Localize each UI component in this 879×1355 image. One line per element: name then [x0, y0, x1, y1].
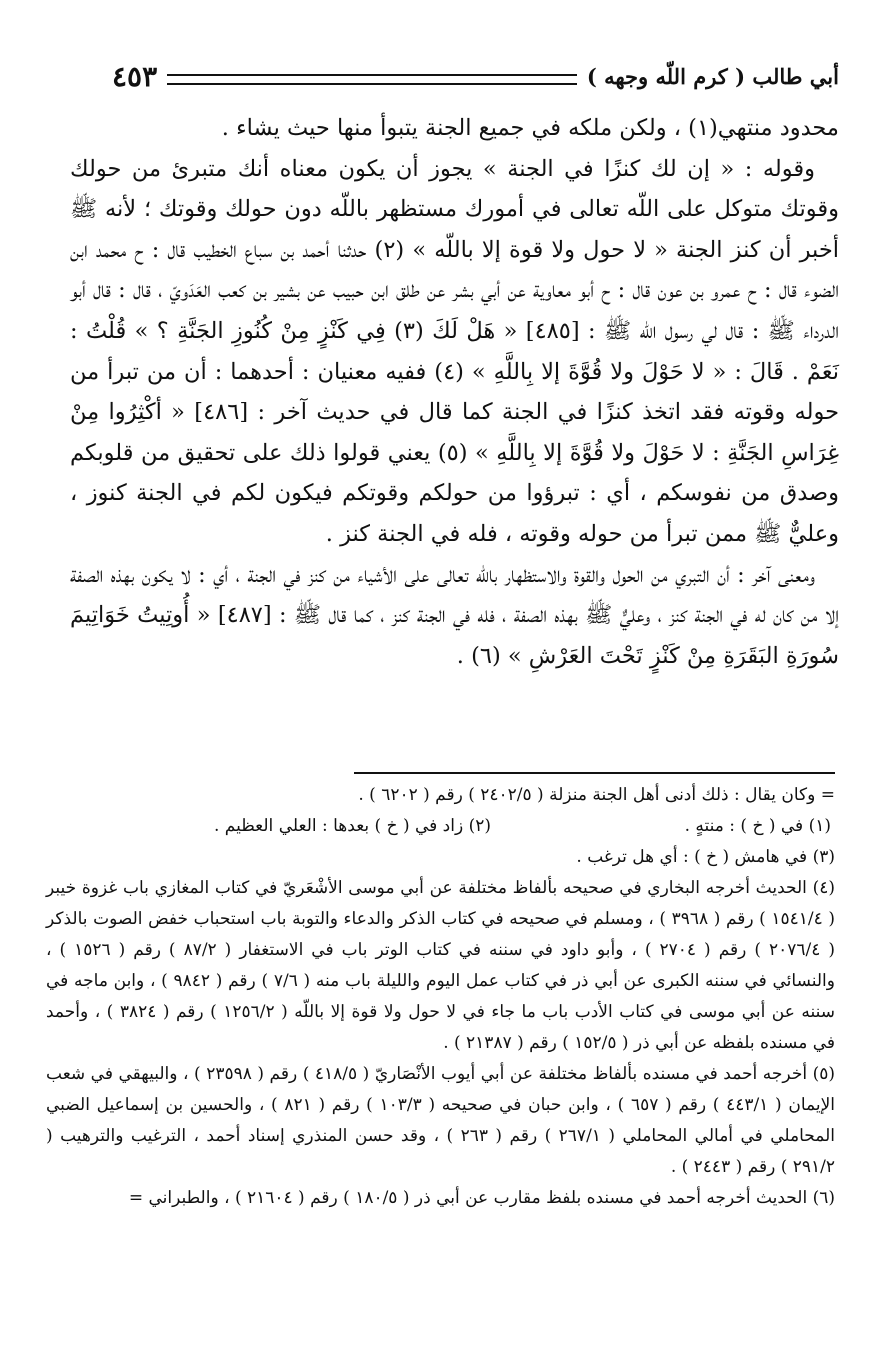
paragraph-1: محدود منتهي(١) ، ولكن ملكه في جميع الجنة يتبوأ منها حيث يشاء . — [221, 115, 839, 141]
footnote-2: (٢) زاد في ( خ ) بعدها : العلي العظيم . — [213, 816, 491, 836]
page-number: ٤٥٣ — [112, 59, 158, 93]
footnote-1: (١) في ( خ ) : منتهٍ . — [684, 816, 831, 836]
footnote-6: (٦) الحديث أخرجه أحمد في مسنده بلفظ مقارب عن أبي ذر ( ١٨٠/٥ ) رقم ( ٢١٦٠٤ ) ، والطبراني = — [128, 1188, 835, 1208]
footnote-continuation: = وكان يقال : ذلك أدنى أهل الجنة منزلة ( ٢٤٠٢/٥ ) رقم ( ٦٢٠٢ ) . — [358, 785, 835, 805]
footnote-5: (٥) أخرجه أحمد في مسنده بألفاظ مختلفة عن أبي أيوب الأنْصَاريّ ( ٤١٨/٥ ) رقم ( ٢٣٥٩٨ ) ، والبيهقي في شعب الإيمان ( ٤٤٣/١ ) رقم ( ٦٥٧ ) ، وابن حبان في صحيحه ( ١٠٣/٣ ) رقم ( ٨٢١ ) ، والحسين بن إسماعيل الضبي المحاملي في أمالي المحاملي ( ٢٦٧/١ ) رقم ( ٢٦٣ ) ، وقد حسن المنذري إسناد أحمد ، الترغيب والترهيب ( ٢٩١/٢ ) رقم ( ٢٤٤٣ ) . — [46, 1064, 835, 1177]
footnote-4: (٤) الحديث أخرجه البخاري في صحيحه بألفاظ مختلفة عن أبي موسى الأشْعَريّ في كتاب المغازي باب غزوة خيبر ( ١٥٤١/٤ ) رقم ( ٣٩٦٨ ) ، ومسلم في صحيحه في كتاب الذكر والدعاء والتوبة باب استحباب خفض الصوت بالذكر ( ٢٠٧٦/٤ ) رقم ( ٢٧٠٤ ) ، وأبو داود في سننه في كتاب الوتر باب في الاستغفار ( ٨٧/٢ ) رقم ( ١٥٢٦ ) ، والنسائي في سننه الكبرى عن أبي ذر في كتاب عمل اليوم والليلة باب منه ( ٧/٦ ) رقم ( ٩٨٤٢ ) ، وابن ماجه في سننه عن أبي موسى في كتاب الأدب باب ما جاء في لا حول ولا قوة إلا باللّه ( ١٢٥٦/٢ ) رقم ( ٣٨٢٤ ) ، وأحمد في مسنده بلفظه عن أبي ذر ( ١٥٢/٥ ) رقم ( ٢١٣٨٧ ) . — [46, 878, 836, 1053]
running-title: أبي طالب ( كرم اللّه وجهه ) — [586, 63, 839, 89]
paragraph-3: ومعنى آخر : أن التبري من الحول والقوة والاستظهار باللّه تعالى على الأشياء من كنز في الجنة ، أي : لا يكون بهذه الصفة إلا من كان له في الجنة كنز ، وعليٌّ ﷺ بهذه الصفة ، فله في الجنة كنز ، كما قال ﷺ : [٤٨٧] « أُوتِيتُ خَوَاتِيمَ سُورَةِ البَقَرَةِ مِنْ كَنْزٍ تَحْتَ العَرْشِ » (٦) . — [70, 561, 839, 669]
footnote-row-1-2 — [46, 811, 835, 842]
main-text — [70, 108, 839, 676]
footnote-3: (٣) في هامش ( خ ) : أي هل ترغب . — [576, 847, 835, 867]
paragraph-2: وقوله : « إن لك كنزًا في الجنة » يجوز أن يكون معناه أنك متبرئ من حولك وقوتك متوكل على اللّه تعالى في أمورك مستظهر باللّه دون حولك وقوتك ؛ لأنه ﷺ أخبر أن كنز الجنة « لا حول ولا قوة إلا باللّه » (٢) حدثنا أحمد بن سباع الخطيب قال : ح محمد ابن الضوء قال : ح عمرو بن عون قال : ح أبو معاوية عن أبي بشر عن طلق ابن حبيب عن بشير بن كعب العَدَويّ ، قال : قال أبو الدرداء ﷺ : قال لي رسول اللّه ﷺ : [٤٨٥] « هَلْ لَكَ (٣) فِي كَنْزٍ مِنْ كُنُوزِ الجَنَّةِ ؟ » قُلْتُ : نَعَمْ . قَالَ : « لا حَوْلَ ولا قُوَّةَ إلا بِاللَّهِ » (٤) ففيه معنيان : أحدهما : أن من تبرأ من حوله وقوته فقد اتخذ كنزًا في الجنة كما قال في حديث آخر : [٤٨٦] « أكْثِرُوا مِنْ غِرَاسِ الجَنَّةِ : لا حَوْلَ ولا قُوَّةَ إلا بِاللَّهِ » (٥) يعني قولوا ذلك على تحقيق من قلوبكم وصدق من نفوسكم ، أي : تبرؤوا من حولكم وقوتكم فيكون لكم في الجنة كنوز ، وعليٌّ ﷺ ممن تبرأ من حوله وقوته ، فله في الجنة كنز . — [70, 155, 840, 547]
header-double-rule — [167, 74, 577, 85]
page-header — [112, 58, 839, 94]
footnotes — [46, 780, 835, 1214]
footnote-separator — [354, 772, 835, 774]
